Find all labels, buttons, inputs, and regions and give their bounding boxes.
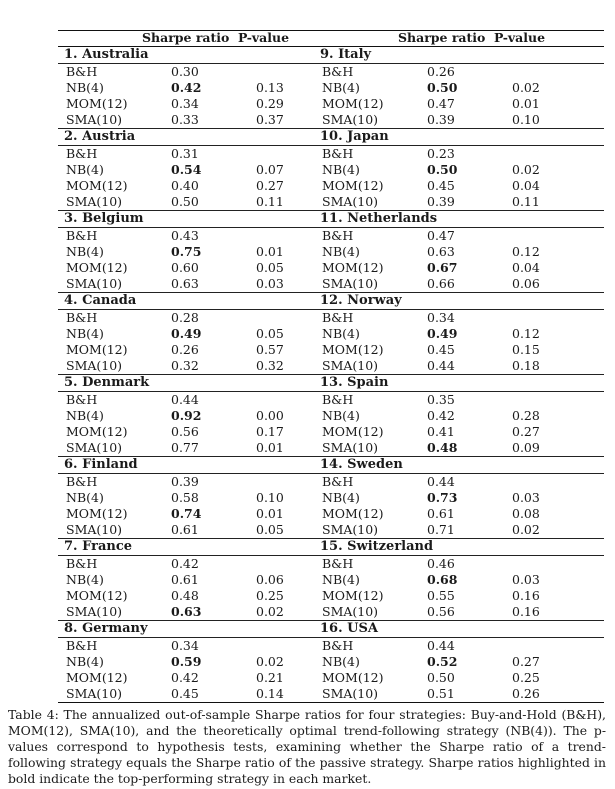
p-value: 0.27 [512, 424, 540, 439]
sharpe-ratio-value: 0.48 [427, 440, 458, 455]
strategy-label: MOM(12) [66, 260, 128, 275]
strategy-label: NB(4) [322, 244, 360, 259]
strategy-label: SMA(10) [66, 112, 123, 127]
p-value: 0.06 [256, 572, 284, 587]
sharpe-ratio-value: 0.34 [171, 638, 199, 653]
country-title: 11. Netherlands [314, 211, 604, 228]
strategy-label: B&H [66, 146, 98, 161]
strategy-label: B&H [322, 310, 354, 325]
country-block [314, 621, 604, 703]
p-value: 0.28 [512, 408, 540, 423]
sharpe-ratio-value: 0.42 [171, 670, 199, 685]
p-value: 0.04 [512, 260, 540, 275]
strategy-label: NB(4) [66, 244, 104, 259]
country-block [58, 539, 348, 621]
sharpe-ratio-value: 0.75 [171, 244, 202, 259]
strategy-label: MOM(12) [322, 670, 384, 685]
table-row [314, 572, 604, 588]
sharpe-ratio-value: 0.61 [171, 572, 199, 587]
p-value: 0.08 [512, 506, 540, 521]
table-row [58, 490, 348, 506]
table-caption: Table 4: The annualized out-of-sample Sharpe ratios for four strategies: Buy-and-Hold (B&H), MOM(12), SMA(10), and the theoretically optimal trend-following strategy (NB(4)). The p-values correspond to hypothesis tests, examining whether the Sharpe ratio of a trend-following strategy equals the Sharpe ratio of the passive strategy. Sharpe ratios highlighted in bold indicate the top-performing strategy in each market. [8, 707, 606, 786]
country-title: 14. Sweden [314, 457, 604, 474]
sharpe-ratio-value: 0.42 [171, 80, 202, 95]
table-row [314, 474, 604, 490]
p-value: 0.10 [512, 112, 540, 127]
country-block [58, 211, 348, 293]
strategy-label: B&H [322, 228, 354, 243]
p-value: 0.11 [256, 194, 284, 209]
table-row [58, 228, 348, 244]
sharpe-ratio-value: 0.50 [427, 670, 455, 685]
strategy-label: MOM(12) [66, 670, 128, 685]
strategy-label: SMA(10) [322, 440, 379, 455]
table-row [314, 112, 604, 128]
table-row [314, 654, 604, 670]
table-row [314, 162, 604, 178]
table-row [314, 522, 604, 538]
sharpe-ratio-value: 0.46 [427, 556, 455, 571]
strategy-label: B&H [66, 638, 98, 653]
sharpe-ratio-value: 0.47 [427, 228, 455, 243]
strategy-label: NB(4) [66, 80, 104, 95]
p-value: 0.26 [512, 686, 540, 701]
strategy-label: B&H [322, 474, 354, 489]
strategy-label: MOM(12) [66, 424, 128, 439]
table-row [314, 556, 604, 572]
sharpe-ratio-value: 0.41 [427, 424, 455, 439]
p-value: 0.07 [256, 162, 284, 177]
table-row [314, 276, 604, 292]
country-title: 10. Japan [314, 129, 604, 146]
p-value: 0.16 [512, 604, 540, 619]
strategy-label: B&H [322, 146, 354, 161]
table-row [58, 522, 348, 538]
sharpe-ratio-value: 0.34 [427, 310, 455, 325]
strategy-label: SMA(10) [66, 276, 123, 291]
strategy-label: SMA(10) [322, 276, 379, 291]
sharpe-ratio-value: 0.73 [427, 490, 458, 505]
sharpe-ratio-value: 0.26 [171, 342, 199, 357]
p-value: 0.25 [256, 588, 284, 603]
table-row [314, 670, 604, 686]
country-block [58, 457, 348, 539]
strategy-label: NB(4) [66, 572, 104, 587]
strategy-label: B&H [66, 64, 98, 79]
country-title: 7. France [58, 539, 348, 556]
country-title: 16. USA [314, 621, 604, 638]
strategy-label: SMA(10) [66, 358, 123, 373]
sharpe-ratio-value: 0.42 [171, 556, 199, 571]
strategy-label: NB(4) [66, 162, 104, 177]
strategy-label: SMA(10) [66, 194, 123, 209]
p-value: 0.03 [512, 572, 540, 587]
table-row [58, 342, 348, 358]
country-title: 4. Canada [58, 293, 348, 310]
p-value: 0.57 [256, 342, 284, 357]
table-row [314, 260, 604, 276]
table-row [58, 392, 348, 408]
sharpe-ratio-value: 0.63 [171, 276, 199, 291]
p-value: 0.12 [512, 326, 540, 341]
sharpe-ratio-value: 0.50 [171, 194, 199, 209]
sharpe-ratio-value: 0.59 [171, 654, 202, 669]
country-block [58, 621, 348, 703]
table-row [58, 670, 348, 686]
country-title: 12. Norway [314, 293, 604, 310]
table-row [58, 276, 348, 292]
sharpe-ratio-value: 0.32 [171, 358, 199, 373]
strategy-label: MOM(12) [322, 178, 384, 193]
table-row [314, 80, 604, 96]
strategy-label: SMA(10) [66, 440, 123, 455]
strategy-label: SMA(10) [66, 686, 123, 701]
p-value: 0.05 [256, 326, 284, 341]
strategy-label: B&H [322, 638, 354, 653]
strategy-label: SMA(10) [66, 522, 123, 537]
p-value: 0.17 [256, 424, 284, 439]
sharpe-ratio-value: 0.54 [171, 162, 202, 177]
country-block [314, 129, 604, 211]
sharpe-ratio-value: 0.23 [427, 146, 455, 161]
strategy-label: MOM(12) [322, 588, 384, 603]
table-row [58, 638, 348, 654]
sharpe-ratio-value: 0.52 [427, 654, 458, 669]
table-row [58, 310, 348, 326]
table-row [314, 638, 604, 654]
sharpe-ratio-value: 0.71 [427, 522, 455, 537]
sharpe-ratio-value: 0.67 [427, 260, 458, 275]
strategy-label: SMA(10) [66, 604, 123, 619]
p-value: 0.02 [512, 162, 540, 177]
strategy-label: B&H [322, 556, 354, 571]
sharpe-ratio-header: Sharpe ratio [142, 30, 230, 45]
table-row [314, 408, 604, 424]
p-value: 0.25 [512, 670, 540, 685]
strategy-label: MOM(12) [322, 424, 384, 439]
sharpe-ratio-header: Sharpe ratio [398, 30, 486, 45]
sharpe-ratio-value: 0.60 [171, 260, 199, 275]
strategy-label: MOM(12) [322, 506, 384, 521]
sharpe-ratio-value: 0.77 [171, 440, 199, 455]
p-value: 0.27 [512, 654, 540, 669]
country-block [314, 539, 604, 621]
p-value: 0.01 [256, 440, 284, 455]
sharpe-ratio-value: 0.56 [171, 424, 199, 439]
table-row [58, 440, 348, 456]
table-header [58, 30, 348, 47]
p-value: 0.02 [256, 654, 284, 669]
sharpe-ratio-value: 0.48 [171, 588, 199, 603]
sharpe-ratio-value: 0.30 [171, 64, 199, 79]
strategy-label: B&H [322, 392, 354, 407]
strategy-label: SMA(10) [322, 358, 379, 373]
table-row [58, 686, 348, 702]
p-value: 0.21 [256, 670, 284, 685]
table-row [314, 64, 604, 80]
sharpe-ratio-value: 0.55 [427, 588, 455, 603]
p-value: 0.15 [512, 342, 540, 357]
p-value: 0.09 [512, 440, 540, 455]
sharpe-ratio-value: 0.61 [427, 506, 455, 521]
sharpe-ratio-value: 0.43 [171, 228, 199, 243]
sharpe-ratio-value: 0.68 [427, 572, 458, 587]
table-row [314, 358, 604, 374]
table-row [314, 178, 604, 194]
p-value: 0.16 [512, 588, 540, 603]
p-value-header: P-value [238, 30, 290, 45]
sharpe-ratio-value: 0.44 [427, 638, 455, 653]
country-title: 6. Finland [58, 457, 348, 474]
strategy-label: NB(4) [322, 572, 360, 587]
country-list [314, 47, 604, 703]
table-row [314, 440, 604, 456]
sharpe-ratio-value: 0.63 [427, 244, 455, 259]
sharpe-ratio-value: 0.44 [427, 474, 455, 489]
sharpe-ratio-value: 0.28 [171, 310, 199, 325]
sharpe-ratio-value: 0.39 [427, 112, 455, 127]
p-value: 0.02 [512, 522, 540, 537]
strategy-label: NB(4) [66, 654, 104, 669]
country-block [314, 457, 604, 539]
sharpe-ratio-value: 0.33 [171, 112, 199, 127]
country-title: 8. Germany [58, 621, 348, 638]
table-row [58, 604, 348, 620]
strategy-label: B&H [66, 310, 98, 325]
country-title: 2. Austria [58, 129, 348, 146]
strategy-label: B&H [322, 64, 354, 79]
strategy-label: MOM(12) [322, 96, 384, 111]
strategy-label: NB(4) [322, 162, 360, 177]
sharpe-ratio-value: 0.51 [427, 686, 455, 701]
p-value: 0.13 [256, 80, 284, 95]
sharpe-ratio-value: 0.74 [171, 506, 202, 521]
p-value: 0.01 [256, 506, 284, 521]
sharpe-ratio-value: 0.49 [427, 326, 458, 341]
country-block [58, 375, 348, 457]
sharpe-ratio-value: 0.34 [171, 96, 199, 111]
sharpe-ratio-value: 0.26 [427, 64, 455, 79]
table-row [58, 80, 348, 96]
p-value: 0.04 [512, 178, 540, 193]
sharpe-ratio-value: 0.49 [171, 326, 202, 341]
p-value: 0.27 [256, 178, 284, 193]
table-row [58, 474, 348, 490]
country-title: 1. Australia [58, 47, 348, 64]
p-value: 0.02 [512, 80, 540, 95]
p-value: 0.03 [256, 276, 284, 291]
table-row [314, 146, 604, 162]
table-row [58, 112, 348, 128]
table-panel-left [58, 30, 348, 703]
table-row [58, 408, 348, 424]
country-list [58, 47, 348, 703]
p-value: 0.05 [256, 522, 284, 537]
table-row [314, 604, 604, 620]
country-block [58, 47, 348, 129]
table-row [314, 506, 604, 522]
strategy-label: NB(4) [322, 80, 360, 95]
strategy-label: NB(4) [322, 654, 360, 669]
table-row [58, 96, 348, 112]
p-value: 0.06 [512, 276, 540, 291]
sharpe-ratio-value: 0.40 [171, 178, 199, 193]
sharpe-ratio-value: 0.58 [171, 490, 199, 505]
p-value: 0.03 [512, 490, 540, 505]
p-value: 0.02 [256, 604, 284, 619]
table-row [314, 392, 604, 408]
table-row [314, 228, 604, 244]
table-header [314, 30, 604, 47]
sharpe-ratio-value: 0.45 [427, 178, 455, 193]
table-row [314, 310, 604, 326]
table-row [58, 588, 348, 604]
sharpe-ratio-value: 0.61 [171, 522, 199, 537]
table-panel-right [314, 30, 604, 703]
sharpe-ratio-value: 0.39 [427, 194, 455, 209]
sharpe-ratio-value: 0.44 [427, 358, 455, 373]
table-row [314, 490, 604, 506]
strategy-label: MOM(12) [66, 178, 128, 193]
p-value: 0.29 [256, 96, 284, 111]
sharpe-ratio-value: 0.45 [171, 686, 199, 701]
p-value: 0.12 [512, 244, 540, 259]
table-row [58, 506, 348, 522]
p-value: 0.01 [256, 244, 284, 259]
sharpe-ratio-value: 0.42 [427, 408, 455, 423]
strategy-label: MOM(12) [66, 96, 128, 111]
sharpe-ratio-value: 0.50 [427, 162, 458, 177]
p-value: 0.11 [512, 194, 540, 209]
strategy-label: B&H [66, 228, 98, 243]
p-value: 0.00 [256, 408, 284, 423]
country-title: 5. Denmark [58, 375, 348, 392]
table-row [58, 194, 348, 210]
strategy-label: SMA(10) [322, 112, 379, 127]
strategy-label: SMA(10) [322, 522, 379, 537]
country-block [314, 293, 604, 375]
table-row [58, 260, 348, 276]
table-row [58, 244, 348, 260]
table-row [314, 244, 604, 260]
strategy-label: MOM(12) [66, 588, 128, 603]
p-value-header: P-value [494, 30, 546, 45]
table-row [58, 654, 348, 670]
strategy-label: NB(4) [322, 490, 360, 505]
strategy-label: MOM(12) [322, 342, 384, 357]
strategy-label: SMA(10) [322, 604, 379, 619]
p-value: 0.37 [256, 112, 284, 127]
country-title: 13. Spain [314, 375, 604, 392]
table-row [58, 146, 348, 162]
table-row [58, 572, 348, 588]
sharpe-ratio-value: 0.44 [171, 392, 199, 407]
table-row [58, 556, 348, 572]
table-row [58, 326, 348, 342]
p-value: 0.32 [256, 358, 284, 373]
country-block [314, 47, 604, 129]
country-title: 3. Belgium [58, 211, 348, 228]
strategy-label: B&H [66, 556, 98, 571]
sharpe-ratio-value: 0.63 [171, 604, 202, 619]
country-title: 15. Switzerland [314, 539, 604, 556]
sharpe-ratio-value: 0.47 [427, 96, 455, 111]
table-row [58, 178, 348, 194]
strategy-label: B&H [66, 392, 98, 407]
strategy-label: SMA(10) [322, 686, 379, 701]
country-block [314, 375, 604, 457]
sharpe-ratio-value: 0.39 [171, 474, 199, 489]
sharpe-ratio-value: 0.31 [171, 146, 199, 161]
table-row [58, 64, 348, 80]
p-value: 0.01 [512, 96, 540, 111]
table-row [58, 162, 348, 178]
strategy-label: NB(4) [322, 408, 360, 423]
strategy-label: NB(4) [66, 326, 104, 341]
table-row [314, 194, 604, 210]
country-block [58, 129, 348, 211]
table-row [314, 342, 604, 358]
sharpe-ratio-value: 0.92 [171, 408, 202, 423]
p-value: 0.18 [512, 358, 540, 373]
table-row [314, 686, 604, 702]
table-row [58, 358, 348, 374]
country-block [314, 211, 604, 293]
sharpe-ratio-value: 0.56 [427, 604, 455, 619]
table-row [314, 424, 604, 440]
table-row [314, 326, 604, 342]
country-title: 9. Italy [314, 47, 604, 64]
strategy-label: NB(4) [66, 490, 104, 505]
strategy-label: MOM(12) [66, 342, 128, 357]
strategy-label: SMA(10) [322, 194, 379, 209]
p-value: 0.05 [256, 260, 284, 275]
table-row [58, 424, 348, 440]
table-row [314, 588, 604, 604]
sharpe-ratio-value: 0.45 [427, 342, 455, 357]
strategy-label: B&H [66, 474, 98, 489]
sharpe-ratio-value: 0.35 [427, 392, 455, 407]
sharpe-ratio-value: 0.50 [427, 80, 458, 95]
sharpe-ratio-value: 0.66 [427, 276, 455, 291]
strategy-label: MOM(12) [322, 260, 384, 275]
p-value: 0.10 [256, 490, 284, 505]
strategy-label: NB(4) [66, 408, 104, 423]
table-row [314, 96, 604, 112]
country-block [58, 293, 348, 375]
strategy-label: NB(4) [322, 326, 360, 341]
p-value: 0.14 [256, 686, 284, 701]
strategy-label: MOM(12) [66, 506, 128, 521]
